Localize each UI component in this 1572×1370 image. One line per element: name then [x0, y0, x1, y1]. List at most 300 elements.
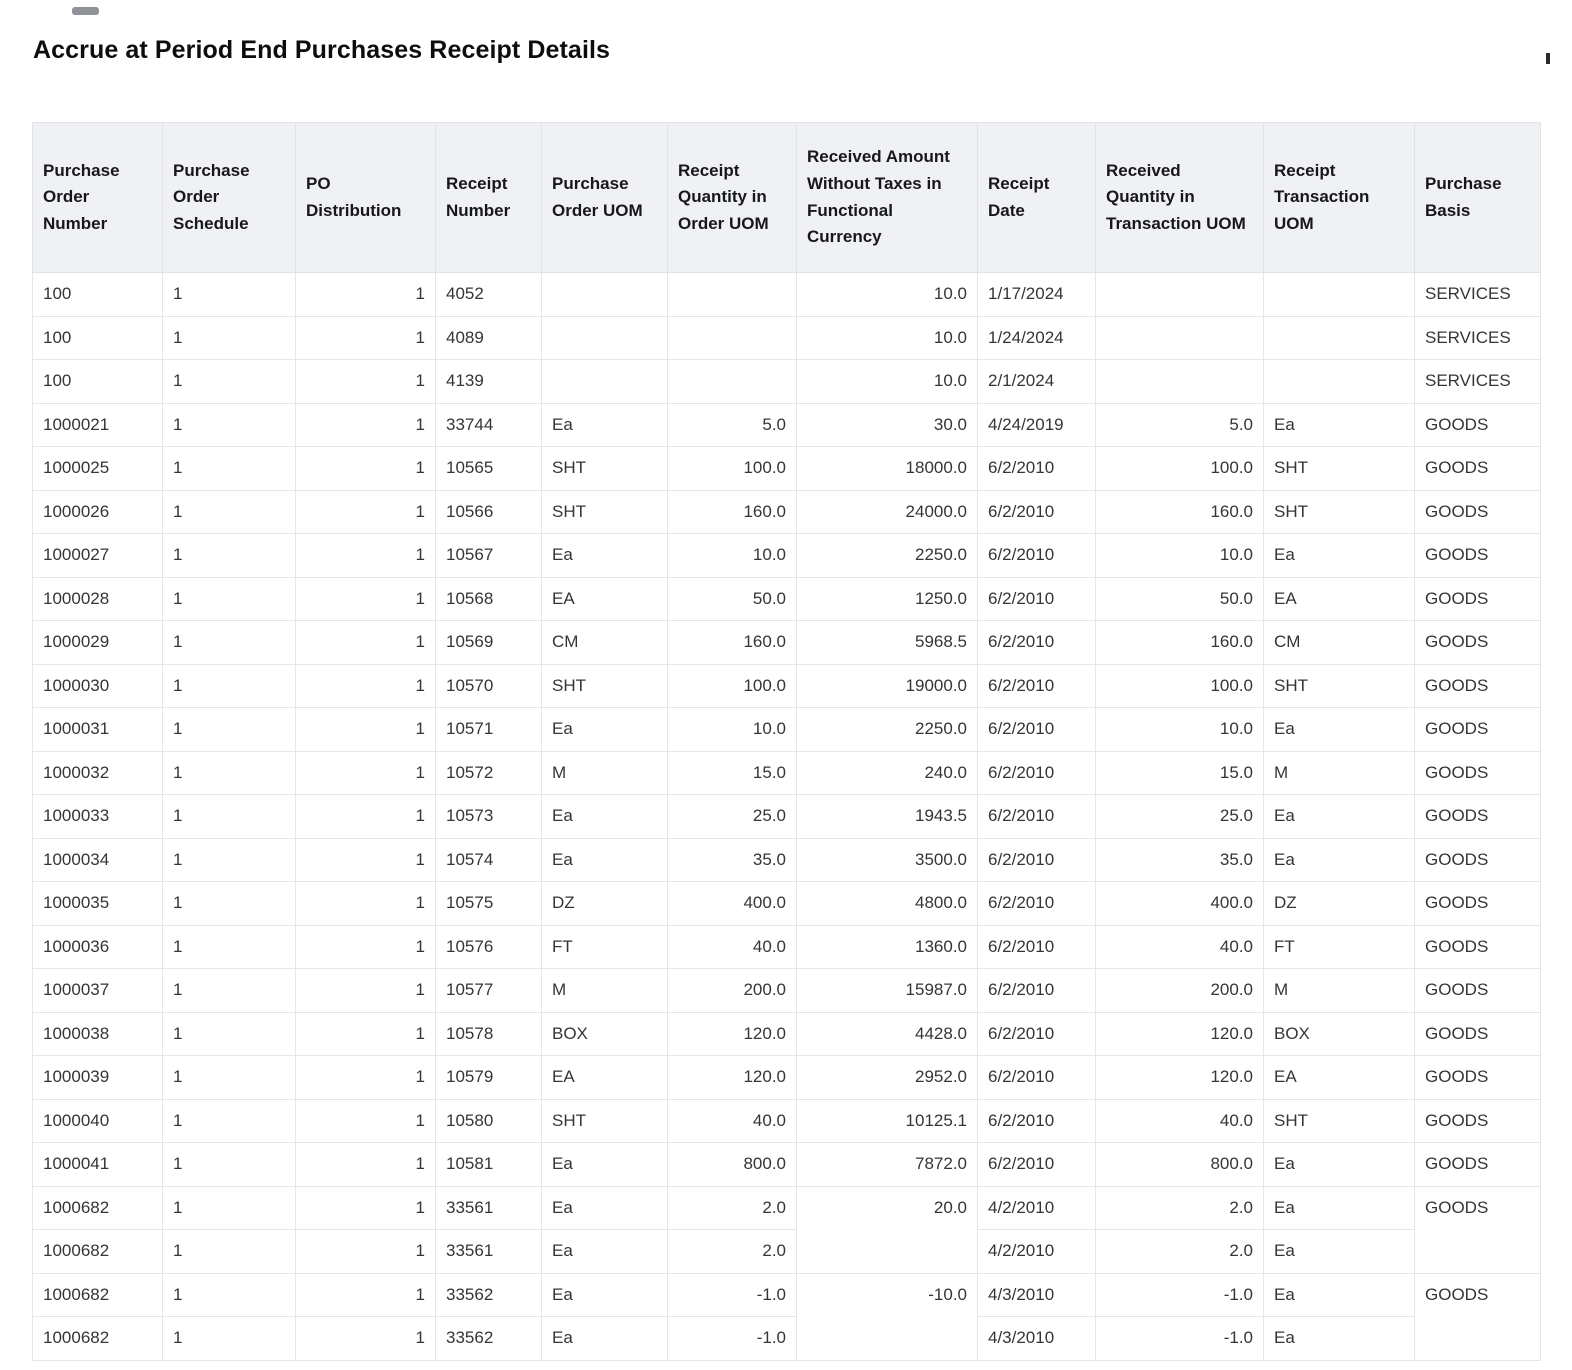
- cell-purchase-basis: GOODS: [1415, 751, 1541, 795]
- cell-receipt-transaction-uom: Ea: [1264, 403, 1415, 447]
- cell-receipt-date: 6/2/2010: [978, 882, 1096, 926]
- cell-receipt-transaction-uom: SHT: [1264, 447, 1415, 491]
- cell-receipt-quantity-in-order-uom: [668, 273, 797, 317]
- cell-purchase-order-uom: SHT: [542, 490, 668, 534]
- cell-receipt-quantity-in-order-uom: 120.0: [668, 1012, 797, 1056]
- column-header-receipt-date: Receipt Date: [978, 123, 1096, 273]
- table-row: [33, 664, 1541, 708]
- cell-receipt-quantity-in-order-uom: 120.0: [668, 1056, 797, 1100]
- cell-po-distribution: 1: [296, 1012, 436, 1056]
- cell-receipt-quantity-in-order-uom: 10.0: [668, 534, 797, 578]
- cell-receipt-date: 1/17/2024: [978, 273, 1096, 317]
- cell-receipt-number: 4089: [436, 316, 542, 360]
- cell-receipt-transaction-uom: Ea: [1264, 1273, 1415, 1317]
- cell-po-distribution: 1: [296, 360, 436, 404]
- column-header-purchase-basis: Purchase Basis: [1415, 123, 1541, 273]
- cell-received-quantity-in-transaction-uom: 10.0: [1096, 534, 1264, 578]
- cell-receipt-transaction-uom: Ea: [1264, 1186, 1415, 1230]
- table-row: [33, 838, 1541, 882]
- cell-purchase-order-uom: Ea: [542, 1143, 668, 1187]
- cell-po-distribution: 1: [296, 969, 436, 1013]
- table-row: [33, 403, 1541, 447]
- cell-receipt-date: 2/1/2024: [978, 360, 1096, 404]
- column-header-purchase-order-schedule: Purchase Order Schedule: [163, 123, 296, 273]
- cell-receipt-quantity-in-order-uom: 40.0: [668, 1099, 797, 1143]
- cell-receipt-date: 6/2/2010: [978, 1056, 1096, 1100]
- cell-receipt-number: 10566: [436, 490, 542, 534]
- cell-received-quantity-in-transaction-uom: 200.0: [1096, 969, 1264, 1013]
- cell-purchase-order-schedule: 1: [163, 838, 296, 882]
- cell-receipt-number: 10575: [436, 882, 542, 926]
- cell-purchase-order-schedule: 1: [163, 708, 296, 752]
- cell-purchase-order-uom: Ea: [542, 1317, 668, 1361]
- cell-received-quantity-in-transaction-uom: 160.0: [1096, 621, 1264, 665]
- cell-receipt-number: 33561: [436, 1230, 542, 1274]
- cell-receipt-transaction-uom: Ea: [1264, 1317, 1415, 1361]
- cell-received-amount-without-taxes: 3500.0: [797, 838, 978, 882]
- cell-purchase-basis: GOODS: [1415, 403, 1541, 447]
- table-row: [33, 1230, 1541, 1274]
- cell-receipt-number: 10576: [436, 925, 542, 969]
- table-row: [33, 1273, 1541, 1317]
- cell-purchase-basis: GOODS: [1415, 925, 1541, 969]
- table-row: [33, 360, 1541, 404]
- cell-receipt-quantity-in-order-uom: 100.0: [668, 664, 797, 708]
- cell-receipt-date: 6/2/2010: [978, 751, 1096, 795]
- cell-received-quantity-in-transaction-uom: 120.0: [1096, 1012, 1264, 1056]
- cell-receipt-number: 4139: [436, 360, 542, 404]
- cell-receipt-date: 6/2/2010: [978, 1099, 1096, 1143]
- cell-purchase-order-uom: Ea: [542, 1186, 668, 1230]
- cell-po-distribution: 1: [296, 882, 436, 926]
- cell-purchase-basis: GOODS: [1415, 708, 1541, 752]
- cell-received-amount-without-taxes: 4800.0: [797, 882, 978, 926]
- cell-receipt-number: 10567: [436, 534, 542, 578]
- table-row: [33, 969, 1541, 1013]
- cell-purchase-order-number: 1000041: [33, 1143, 163, 1187]
- cell-receipt-number: 33744: [436, 403, 542, 447]
- cell-purchase-basis: GOODS: [1415, 534, 1541, 578]
- cell-receipt-quantity-in-order-uom: -1.0: [668, 1273, 797, 1317]
- cell-received-amount-without-taxes: 4428.0: [797, 1012, 978, 1056]
- table-row: [33, 490, 1541, 534]
- cell-receipt-transaction-uom: Ea: [1264, 795, 1415, 839]
- cell-receipt-transaction-uom: SHT: [1264, 664, 1415, 708]
- cell-receipt-date: 1/24/2024: [978, 316, 1096, 360]
- cell-po-distribution: 1: [296, 925, 436, 969]
- cell-receipt-transaction-uom: Ea: [1264, 1143, 1415, 1187]
- table-row: [33, 1143, 1541, 1187]
- cell-purchase-order-number: 1000034: [33, 838, 163, 882]
- cell-received-quantity-in-transaction-uom: 35.0: [1096, 838, 1264, 882]
- cell-purchase-order-schedule: 1: [163, 447, 296, 491]
- cell-receipt-number: 10565: [436, 447, 542, 491]
- cell-receipt-transaction-uom: BOX: [1264, 1012, 1415, 1056]
- cell-receipt-transaction-uom: M: [1264, 969, 1415, 1013]
- column-header-receipt-quantity-in-order-uom: Receipt Quantity in Order UOM: [668, 123, 797, 273]
- cell-receipt-transaction-uom: DZ: [1264, 882, 1415, 926]
- cell-receipt-date: 6/2/2010: [978, 1143, 1096, 1187]
- cell-received-amount-without-taxes: 1360.0: [797, 925, 978, 969]
- cell-received-amount-without-taxes: 7872.0: [797, 1143, 978, 1187]
- cell-receipt-transaction-uom: [1264, 316, 1415, 360]
- cell-receipt-transaction-uom: [1264, 360, 1415, 404]
- cell-purchase-basis: GOODS: [1415, 1056, 1541, 1100]
- cell-purchase-order-uom: [542, 360, 668, 404]
- cell-receipt-transaction-uom: Ea: [1264, 1230, 1415, 1274]
- cell-purchase-order-uom: Ea: [542, 838, 668, 882]
- cell-purchase-order-uom: Ea: [542, 708, 668, 752]
- cell-receipt-quantity-in-order-uom: 35.0: [668, 838, 797, 882]
- cell-purchase-order-schedule: 1: [163, 1273, 296, 1317]
- cell-receipt-number: 33561: [436, 1186, 542, 1230]
- cell-receipt-number: 10574: [436, 838, 542, 882]
- cell-purchase-order-number: 1000035: [33, 882, 163, 926]
- cell-purchase-order-schedule: 1: [163, 621, 296, 665]
- cell-purchase-order-number: 100: [33, 316, 163, 360]
- cell-purchase-order-uom: DZ: [542, 882, 668, 926]
- cell-receipt-number: 10580: [436, 1099, 542, 1143]
- cell-purchase-order-number: 1000038: [33, 1012, 163, 1056]
- cell-purchase-basis: GOODS: [1415, 1143, 1541, 1187]
- cell-received-amount-without-taxes: 1943.5: [797, 795, 978, 839]
- cell-purchase-order-schedule: 1: [163, 751, 296, 795]
- page-title: Accrue at Period End Purchases Receipt Details: [33, 36, 611, 64]
- cell-po-distribution: 1: [296, 577, 436, 621]
- cell-purchase-order-number: 100: [33, 273, 163, 317]
- cell-purchase-order-schedule: 1: [163, 360, 296, 404]
- cell-receipt-transaction-uom: EA: [1264, 577, 1415, 621]
- cell-received-quantity-in-transaction-uom: -1.0: [1096, 1273, 1264, 1317]
- table-row: [33, 1056, 1541, 1100]
- cell-received-amount-without-taxes: -10.0: [797, 1273, 978, 1360]
- cell-received-quantity-in-transaction-uom: [1096, 316, 1264, 360]
- cell-receipt-date: 6/2/2010: [978, 577, 1096, 621]
- cell-purchase-order-number: 1000026: [33, 490, 163, 534]
- cell-receipt-date: 6/2/2010: [978, 969, 1096, 1013]
- cell-receipt-date: 4/3/2010: [978, 1317, 1096, 1361]
- cell-receipt-number: 4052: [436, 273, 542, 317]
- cell-purchase-order-uom: FT: [542, 925, 668, 969]
- table-row: [33, 621, 1541, 665]
- cell-receipt-number: 10579: [436, 1056, 542, 1100]
- cell-receipt-transaction-uom: CM: [1264, 621, 1415, 665]
- cell-received-quantity-in-transaction-uom: 800.0: [1096, 1143, 1264, 1187]
- table-row: [33, 1012, 1541, 1056]
- cell-po-distribution: 1: [296, 1230, 436, 1274]
- cell-received-amount-without-taxes: 10.0: [797, 316, 978, 360]
- cell-receipt-quantity-in-order-uom: 400.0: [668, 882, 797, 926]
- cell-purchase-order-number: 1000025: [33, 447, 163, 491]
- cell-purchase-order-number: 1000037: [33, 969, 163, 1013]
- cell-purchase-order-schedule: 1: [163, 534, 296, 578]
- cell-receipt-transaction-uom: SHT: [1264, 490, 1415, 534]
- cell-purchase-order-number: 1000682: [33, 1230, 163, 1274]
- cell-receipt-number: 33562: [436, 1317, 542, 1361]
- cell-receipt-quantity-in-order-uom: 160.0: [668, 621, 797, 665]
- cell-purchase-order-schedule: 1: [163, 273, 296, 317]
- cell-received-quantity-in-transaction-uom: 100.0: [1096, 664, 1264, 708]
- cell-purchase-basis: SERVICES: [1415, 360, 1541, 404]
- cell-receipt-number: 10569: [436, 621, 542, 665]
- cell-purchase-basis: GOODS: [1415, 447, 1541, 491]
- table-row: [33, 1186, 1541, 1230]
- cell-receipt-date: 6/2/2010: [978, 664, 1096, 708]
- table-row: [33, 273, 1541, 317]
- cell-purchase-order-schedule: 1: [163, 1186, 296, 1230]
- cell-received-quantity-in-transaction-uom: [1096, 360, 1264, 404]
- cell-purchase-order-number: 1000030: [33, 664, 163, 708]
- cell-received-amount-without-taxes: 30.0: [797, 403, 978, 447]
- cell-received-quantity-in-transaction-uom: 2.0: [1096, 1186, 1264, 1230]
- cell-purchase-order-schedule: 1: [163, 490, 296, 534]
- table-row: [33, 316, 1541, 360]
- cell-receipt-quantity-in-order-uom: 100.0: [668, 447, 797, 491]
- cell-purchase-basis: GOODS: [1415, 1273, 1541, 1360]
- cell-received-amount-without-taxes: 20.0: [797, 1186, 978, 1273]
- cell-received-amount-without-taxes: 2952.0: [797, 1056, 978, 1100]
- cell-received-amount-without-taxes: 5968.5: [797, 621, 978, 665]
- cell-purchase-order-schedule: 1: [163, 882, 296, 926]
- cell-received-quantity-in-transaction-uom: 25.0: [1096, 795, 1264, 839]
- cell-received-quantity-in-transaction-uom: 40.0: [1096, 925, 1264, 969]
- cell-purchase-order-uom: EA: [542, 1056, 668, 1100]
- table-row: [33, 795, 1541, 839]
- cell-receipt-transaction-uom: SHT: [1264, 1099, 1415, 1143]
- column-header-receipt-transaction-uom: Receipt Transaction UOM: [1264, 123, 1415, 273]
- cell-received-amount-without-taxes: 24000.0: [797, 490, 978, 534]
- cell-received-quantity-in-transaction-uom: 40.0: [1096, 1099, 1264, 1143]
- cell-purchase-order-uom: Ea: [542, 1230, 668, 1274]
- header-row: [33, 123, 1541, 273]
- cell-receipt-quantity-in-order-uom: [668, 360, 797, 404]
- cell-receipt-number: 10573: [436, 795, 542, 839]
- cell-receipt-date: 6/2/2010: [978, 925, 1096, 969]
- cell-po-distribution: 1: [296, 1056, 436, 1100]
- cell-receipt-date: 6/2/2010: [978, 1012, 1096, 1056]
- cell-receipt-number: 33562: [436, 1273, 542, 1317]
- cell-purchase-order-uom: CM: [542, 621, 668, 665]
- cell-receipt-date: 6/2/2010: [978, 838, 1096, 882]
- cell-purchase-basis: GOODS: [1415, 621, 1541, 665]
- cell-purchase-order-schedule: 1: [163, 1143, 296, 1187]
- cell-receipt-quantity-in-order-uom: 200.0: [668, 969, 797, 1013]
- cell-po-distribution: 1: [296, 751, 436, 795]
- cell-po-distribution: 1: [296, 1273, 436, 1317]
- cell-receipt-transaction-uom: Ea: [1264, 708, 1415, 752]
- cell-purchase-order-uom: Ea: [542, 1273, 668, 1317]
- cell-received-amount-without-taxes: 1250.0: [797, 577, 978, 621]
- table-row: [33, 1317, 1541, 1361]
- cell-purchase-order-schedule: 1: [163, 1056, 296, 1100]
- cell-purchase-order-uom: [542, 316, 668, 360]
- cell-received-amount-without-taxes: 2250.0: [797, 708, 978, 752]
- cell-po-distribution: 1: [296, 534, 436, 578]
- cell-receipt-date: 6/2/2010: [978, 621, 1096, 665]
- cell-purchase-order-uom: BOX: [542, 1012, 668, 1056]
- cell-received-quantity-in-transaction-uom: 2.0: [1096, 1230, 1264, 1274]
- cell-receipt-date: 4/24/2019: [978, 403, 1096, 447]
- cell-receipt-transaction-uom: EA: [1264, 1056, 1415, 1100]
- cell-purchase-order-uom: EA: [542, 577, 668, 621]
- cell-receipt-quantity-in-order-uom: 160.0: [668, 490, 797, 534]
- cell-receipt-date: 6/2/2010: [978, 795, 1096, 839]
- cell-received-amount-without-taxes: 10.0: [797, 360, 978, 404]
- table-row: [33, 534, 1541, 578]
- cell-receipt-quantity-in-order-uom: 25.0: [668, 795, 797, 839]
- cell-purchase-order-schedule: 1: [163, 316, 296, 360]
- cell-po-distribution: 1: [296, 1186, 436, 1230]
- cell-po-distribution: 1: [296, 708, 436, 752]
- cell-purchase-order-schedule: 1: [163, 1317, 296, 1361]
- table-row: [33, 1099, 1541, 1143]
- cell-receipt-quantity-in-order-uom: -1.0: [668, 1317, 797, 1361]
- cell-received-amount-without-taxes: 15987.0: [797, 969, 978, 1013]
- cell-purchase-order-uom: Ea: [542, 403, 668, 447]
- cell-purchase-basis: GOODS: [1415, 1186, 1541, 1273]
- cell-receipt-quantity-in-order-uom: 2.0: [668, 1186, 797, 1230]
- cell-receipt-date: 6/2/2010: [978, 534, 1096, 578]
- cell-receipt-quantity-in-order-uom: [668, 316, 797, 360]
- column-header-purchase-order-number: Purchase Order Number: [33, 123, 163, 273]
- cell-received-amount-without-taxes: 2250.0: [797, 534, 978, 578]
- cell-purchase-order-uom: SHT: [542, 664, 668, 708]
- cell-purchase-order-schedule: 1: [163, 577, 296, 621]
- cell-purchase-order-uom: SHT: [542, 1099, 668, 1143]
- cell-purchase-order-number: 1000028: [33, 577, 163, 621]
- cell-receipt-date: 6/2/2010: [978, 708, 1096, 752]
- cell-receipt-date: 6/2/2010: [978, 447, 1096, 491]
- cell-purchase-basis: GOODS: [1415, 577, 1541, 621]
- table-row: [33, 708, 1541, 752]
- cell-received-quantity-in-transaction-uom: [1096, 273, 1264, 317]
- cell-received-quantity-in-transaction-uom: 120.0: [1096, 1056, 1264, 1100]
- cell-received-quantity-in-transaction-uom: 400.0: [1096, 882, 1264, 926]
- column-header-received-quantity-in-transaction-uom: Received Quantity in Transaction UOM: [1096, 123, 1264, 273]
- cell-purchase-order-schedule: 1: [163, 925, 296, 969]
- cell-purchase-basis: SERVICES: [1415, 316, 1541, 360]
- cell-receipt-number: 10581: [436, 1143, 542, 1187]
- cell-receipt-quantity-in-order-uom: 40.0: [668, 925, 797, 969]
- cell-purchase-order-number: 1000029: [33, 621, 163, 665]
- cell-purchase-order-schedule: 1: [163, 403, 296, 447]
- cell-receipt-number: 10572: [436, 751, 542, 795]
- cell-purchase-order-number: 1000682: [33, 1273, 163, 1317]
- cell-receipt-number: 10577: [436, 969, 542, 1013]
- receipt-details-table: [32, 122, 1541, 1361]
- cell-receipt-transaction-uom: [1264, 273, 1415, 317]
- cell-purchase-order-schedule: 1: [163, 1230, 296, 1274]
- cell-received-quantity-in-transaction-uom: -1.0: [1096, 1317, 1264, 1361]
- cell-purchase-order-number: 1000021: [33, 403, 163, 447]
- cell-po-distribution: 1: [296, 1317, 436, 1361]
- cell-receipt-date: 6/2/2010: [978, 490, 1096, 534]
- cell-receipt-date: 4/3/2010: [978, 1273, 1096, 1317]
- cell-purchase-order-uom: M: [542, 751, 668, 795]
- cell-received-quantity-in-transaction-uom: 5.0: [1096, 403, 1264, 447]
- clipped-glyph-fragment-icon: [1546, 53, 1550, 64]
- cell-purchase-order-number: 1000682: [33, 1186, 163, 1230]
- cell-receipt-quantity-in-order-uom: 15.0: [668, 751, 797, 795]
- cell-purchase-basis: GOODS: [1415, 882, 1541, 926]
- cell-purchase-basis: GOODS: [1415, 838, 1541, 882]
- cell-po-distribution: 1: [296, 447, 436, 491]
- cell-po-distribution: 1: [296, 1099, 436, 1143]
- ui-fragment-icon: [72, 7, 99, 15]
- report-table-container: [32, 122, 1541, 1361]
- cell-receipt-number: 10578: [436, 1012, 542, 1056]
- cell-purchase-order-schedule: 1: [163, 969, 296, 1013]
- cell-received-amount-without-taxes: 10.0: [797, 273, 978, 317]
- cell-purchase-basis: GOODS: [1415, 1012, 1541, 1056]
- cell-purchase-basis: GOODS: [1415, 795, 1541, 839]
- cell-receipt-quantity-in-order-uom: 800.0: [668, 1143, 797, 1187]
- cell-received-quantity-in-transaction-uom: 160.0: [1096, 490, 1264, 534]
- cell-received-quantity-in-transaction-uom: 50.0: [1096, 577, 1264, 621]
- cell-receipt-transaction-uom: M: [1264, 751, 1415, 795]
- cell-purchase-order-number: 1000033: [33, 795, 163, 839]
- cell-receipt-transaction-uom: Ea: [1264, 534, 1415, 578]
- cell-purchase-order-number: 1000036: [33, 925, 163, 969]
- table-row: [33, 447, 1541, 491]
- cell-po-distribution: 1: [296, 838, 436, 882]
- column-header-received-amount-without-taxes: Received Amount Without Taxes in Functional Currency: [797, 123, 978, 273]
- table-header: [33, 123, 1541, 273]
- cell-purchase-order-number: 1000031: [33, 708, 163, 752]
- cell-purchase-order-schedule: 1: [163, 664, 296, 708]
- column-header-po-distribution: PO Distribution: [296, 123, 436, 273]
- cell-received-amount-without-taxes: 18000.0: [797, 447, 978, 491]
- table-row: [33, 925, 1541, 969]
- cell-po-distribution: 1: [296, 1143, 436, 1187]
- cell-receipt-date: 4/2/2010: [978, 1186, 1096, 1230]
- cell-po-distribution: 1: [296, 273, 436, 317]
- cell-purchase-order-number: 1000032: [33, 751, 163, 795]
- cell-receipt-number: 10571: [436, 708, 542, 752]
- cell-receipt-quantity-in-order-uom: 5.0: [668, 403, 797, 447]
- column-header-receipt-number: Receipt Number: [436, 123, 542, 273]
- cell-purchase-basis: GOODS: [1415, 1099, 1541, 1143]
- cell-purchase-basis: GOODS: [1415, 664, 1541, 708]
- cell-purchase-order-number: 1000040: [33, 1099, 163, 1143]
- cell-received-amount-without-taxes: 240.0: [797, 751, 978, 795]
- cell-receipt-quantity-in-order-uom: 50.0: [668, 577, 797, 621]
- cell-po-distribution: 1: [296, 795, 436, 839]
- cell-purchase-basis: GOODS: [1415, 490, 1541, 534]
- table-row: [33, 751, 1541, 795]
- cell-received-quantity-in-transaction-uom: 100.0: [1096, 447, 1264, 491]
- cell-po-distribution: 1: [296, 490, 436, 534]
- cell-received-quantity-in-transaction-uom: 15.0: [1096, 751, 1264, 795]
- cell-receipt-number: 10568: [436, 577, 542, 621]
- cell-receipt-transaction-uom: FT: [1264, 925, 1415, 969]
- cell-receipt-number: 10570: [436, 664, 542, 708]
- cell-purchase-order-schedule: 1: [163, 1012, 296, 1056]
- cell-received-quantity-in-transaction-uom: 10.0: [1096, 708, 1264, 752]
- cell-purchase-order-schedule: 1: [163, 795, 296, 839]
- cell-purchase-order-uom: Ea: [542, 534, 668, 578]
- cell-po-distribution: 1: [296, 664, 436, 708]
- cell-purchase-order-number: 1000682: [33, 1317, 163, 1361]
- cell-purchase-order-uom: SHT: [542, 447, 668, 491]
- cell-purchase-order-number: 1000027: [33, 534, 163, 578]
- cell-received-amount-without-taxes: 19000.0: [797, 664, 978, 708]
- table-row: [33, 882, 1541, 926]
- table-row: [33, 577, 1541, 621]
- cell-purchase-order-number: 100: [33, 360, 163, 404]
- cell-po-distribution: 1: [296, 403, 436, 447]
- cell-purchase-order-number: 1000039: [33, 1056, 163, 1100]
